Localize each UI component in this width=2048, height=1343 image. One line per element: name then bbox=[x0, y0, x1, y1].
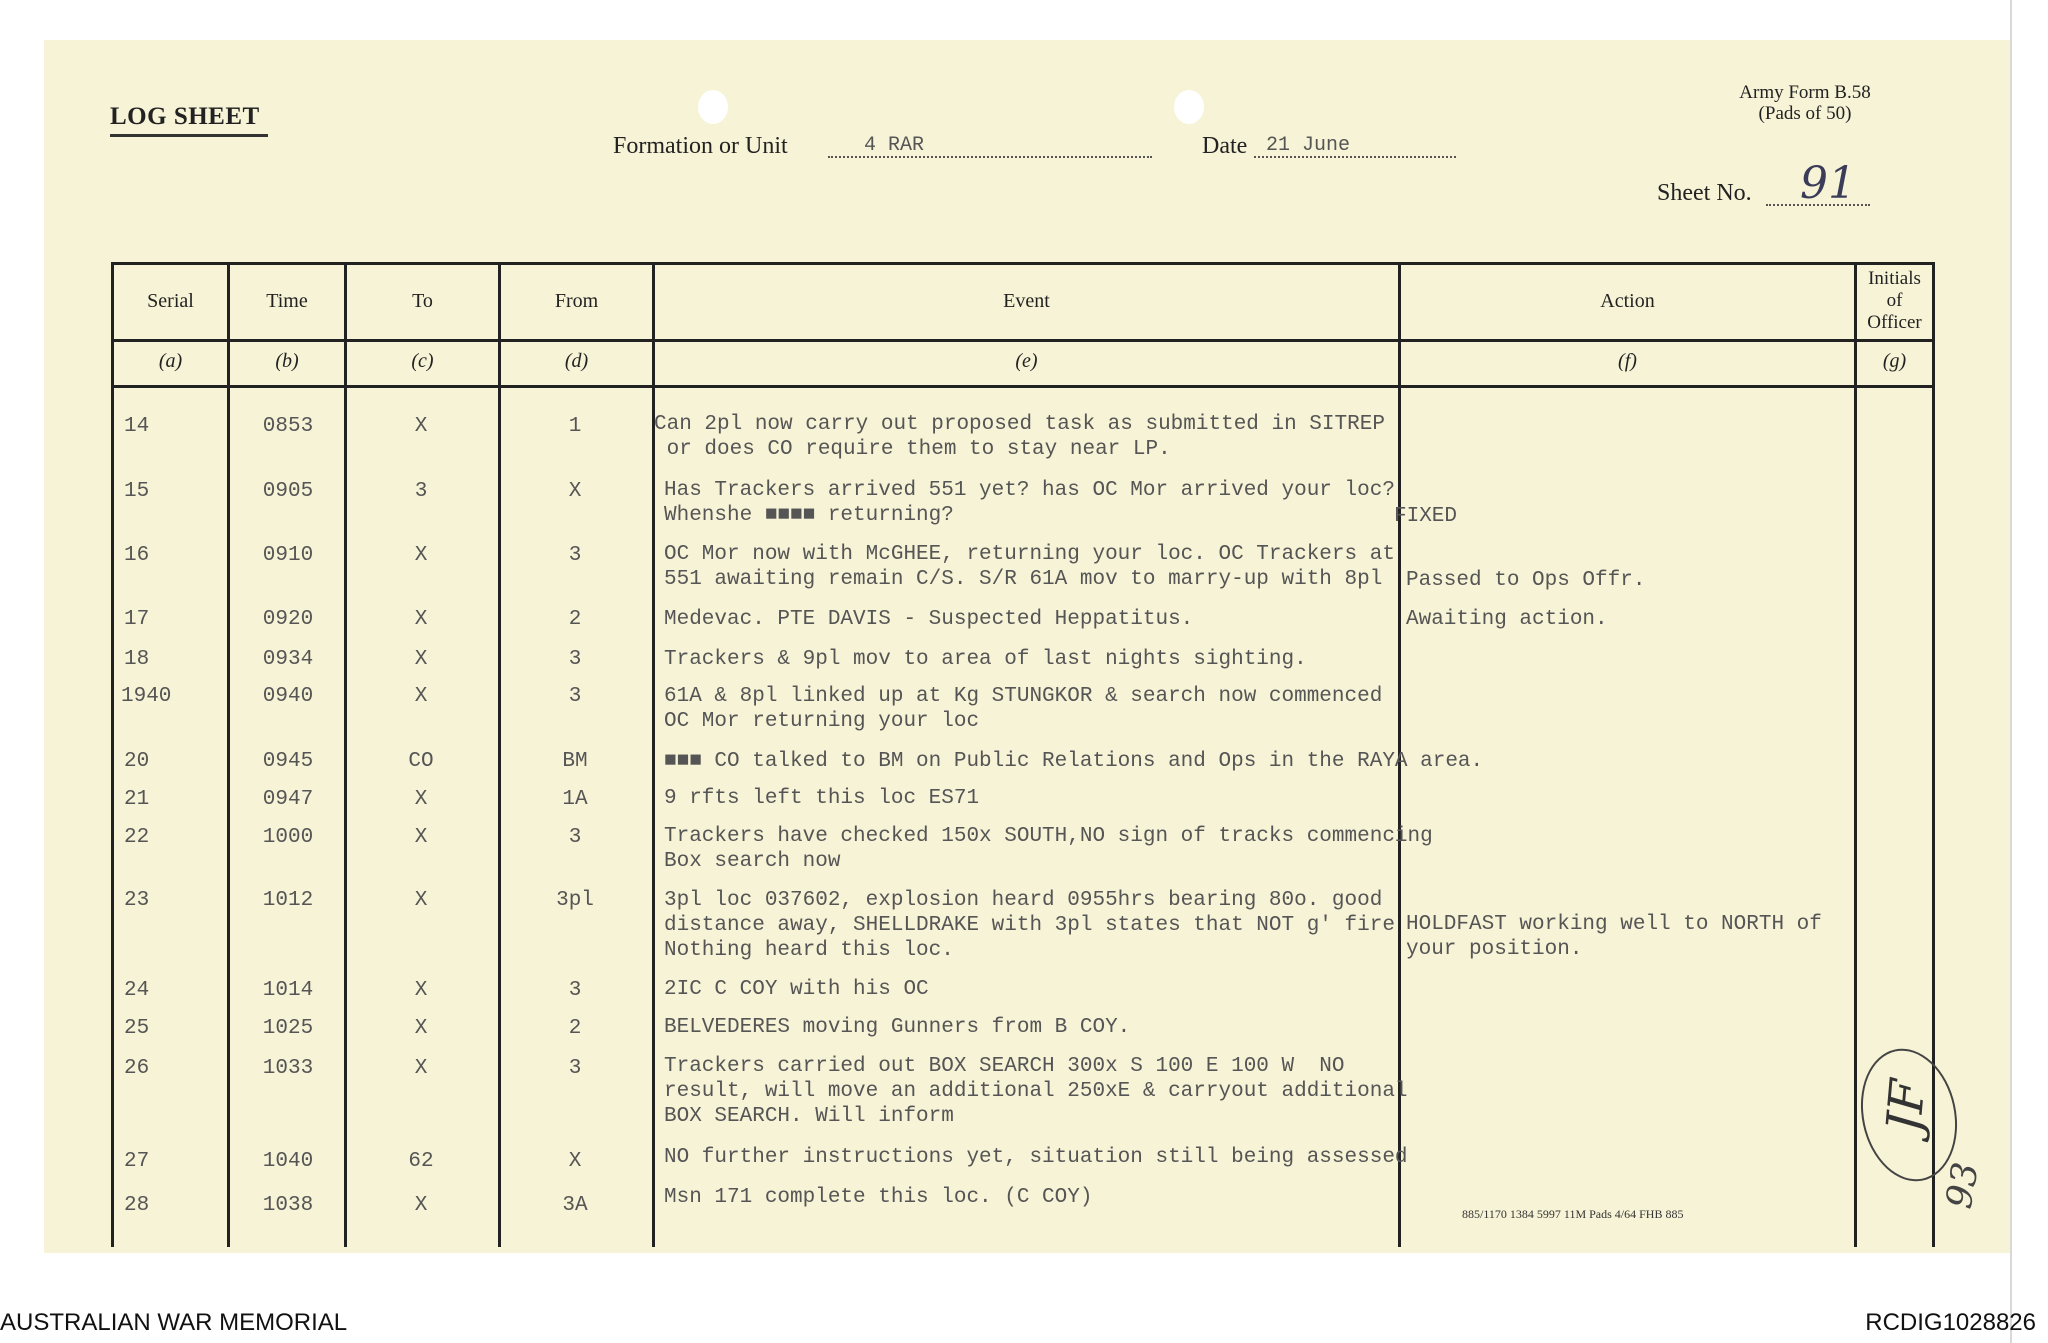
to-cell: X bbox=[414, 544, 428, 567]
event-cell: BELVEDERES moving Gunners from B COY. bbox=[664, 1016, 1131, 1039]
to-cell: X bbox=[414, 788, 428, 811]
code-time: (b) bbox=[275, 350, 299, 372]
serial-cell: 25 bbox=[124, 1017, 150, 1040]
to-cell: X bbox=[414, 889, 428, 912]
from-cell: 2 bbox=[568, 608, 582, 631]
sheet-title: LOG SHEET bbox=[110, 103, 260, 130]
serial-cell: 22 bbox=[124, 826, 150, 849]
event-cell: OC Mor now with McGHEE, returning your loc. OC Trackers at 551 awaiting remain C/S. S/R 61A mov to marry-up with 8pl bbox=[664, 543, 1395, 591]
time-cell: 1012 bbox=[262, 889, 314, 912]
event-cell: ■■■ CO talked to BM on Public Relations and Ops in the RAYA area. bbox=[664, 750, 1484, 773]
serial-cell: 1940 bbox=[121, 685, 172, 708]
event-cell: Has Trackers arrived 551 yet? has OC Mor arrived your loc? Whenshe ■■■■ returning? bbox=[664, 479, 1395, 527]
to-cell: X bbox=[414, 685, 428, 708]
from-cell: X bbox=[568, 1150, 582, 1173]
form-number: Army Form B.58 bbox=[1739, 82, 1871, 103]
time-cell: 0947 bbox=[262, 788, 314, 811]
header-event: Event bbox=[1003, 290, 1050, 312]
serial-cell: 15 bbox=[124, 480, 150, 503]
serial-cell: 26 bbox=[124, 1057, 150, 1080]
serial-cell: 20 bbox=[124, 750, 150, 773]
page-edge bbox=[2010, 0, 2012, 1343]
time-cell: 1033 bbox=[262, 1057, 314, 1080]
event-cell: 3pl loc 037602, explosion heard 0955hrs bearing 80o. good distance away, SHELLDRAKE with 3pl states that NOT g' fire Nothing heard this loc. bbox=[664, 889, 1395, 962]
serial-cell: 28 bbox=[124, 1194, 150, 1217]
time-cell: 0910 bbox=[262, 544, 314, 567]
time-cell: 1000 bbox=[262, 826, 314, 849]
serial-cell: 21 bbox=[124, 788, 150, 811]
from-cell: 3 bbox=[568, 979, 582, 1002]
time-cell: 0934 bbox=[262, 648, 314, 671]
header-time: Time bbox=[266, 290, 308, 312]
header-from: From bbox=[554, 290, 599, 312]
event-cell: NO further instructions yet, situation still being assessed bbox=[664, 1146, 1408, 1169]
from-cell: 3 bbox=[568, 685, 582, 708]
to-cell: CO bbox=[408, 750, 434, 773]
punch-hole-left bbox=[698, 90, 728, 124]
event-cell: Trackers have checked 150x SOUTH,NO sign of tracks commencing Box search now bbox=[664, 825, 1433, 873]
archive-reference: RCDIG1028826 bbox=[1865, 1309, 2036, 1336]
event-cell: 2IC C COY with his OC bbox=[664, 978, 929, 1001]
from-cell: 3 bbox=[568, 1057, 582, 1080]
action-cell: HOLDFAST working well to NORTH of your position. bbox=[1406, 913, 1822, 961]
event-cell: Trackers carried out BOX SEARCH 300x S 100 E 100 W NO result, will move an additional 250xE & carryout additional BOX SEARCH. Will inform bbox=[664, 1055, 1408, 1128]
punch-hole-right bbox=[1174, 90, 1204, 124]
action-cell: Passed to Ops Offr. bbox=[1406, 569, 1646, 592]
code-initials: (g) bbox=[1882, 350, 1907, 372]
header-initials-line: Officer bbox=[1867, 312, 1922, 333]
time-cell: 1014 bbox=[262, 979, 314, 1002]
time-cell: 0940 bbox=[262, 685, 314, 708]
from-cell: 1 bbox=[568, 415, 582, 438]
event-cell: 9 rfts left this loc ES71 bbox=[664, 787, 980, 810]
subheader-rule bbox=[111, 385, 1935, 388]
header-initials-line: Initials bbox=[1868, 268, 1921, 289]
to-cell: X bbox=[414, 608, 428, 631]
serial-cell: 24 bbox=[124, 979, 150, 1002]
from-cell: 2 bbox=[568, 1017, 582, 1040]
time-cell: 0945 bbox=[262, 750, 314, 773]
from-cell: 3A bbox=[562, 1194, 588, 1217]
sheet-number-value: 91 bbox=[1800, 158, 1856, 209]
form-reference bbox=[1700, 82, 1910, 124]
pad-size: (Pads of 50) bbox=[1758, 103, 1852, 124]
time-cell: 0920 bbox=[262, 608, 314, 631]
code-from: (d) bbox=[564, 350, 589, 372]
event-cell: Can 2pl now carry out proposed task as submitted in SITREP or does CO require them to stay near LP. bbox=[654, 413, 1385, 461]
serial-cell: 23 bbox=[124, 889, 150, 912]
time-cell: 1038 bbox=[262, 1194, 314, 1217]
action-cell: Awaiting action. bbox=[1406, 608, 1608, 631]
time-cell: 0853 bbox=[262, 415, 314, 438]
column-rule bbox=[111, 262, 114, 1247]
to-cell: X bbox=[414, 415, 428, 438]
header-initials bbox=[1857, 268, 1932, 334]
event-cell: Medevac. PTE DAVIS - Suspected Heppatitus. bbox=[664, 608, 1194, 631]
print-code: 885/1170 1384 5997 11M Pads 4/64 FHB 885 bbox=[1462, 1207, 1684, 1221]
serial-cell: 16 bbox=[124, 544, 150, 567]
date-label: Date bbox=[1202, 133, 1248, 159]
from-cell: BM bbox=[562, 750, 588, 773]
to-cell: X bbox=[414, 648, 428, 671]
to-cell: X bbox=[414, 979, 428, 1002]
event-cell: Msn 171 complete this loc. (C COY) bbox=[664, 1186, 1093, 1209]
column-rule bbox=[1854, 262, 1857, 1247]
header-rule bbox=[111, 339, 1935, 342]
to-cell: 3 bbox=[414, 480, 428, 503]
time-cell: 0905 bbox=[262, 480, 314, 503]
header-initials-line: of bbox=[1886, 290, 1903, 311]
header-serial: Serial bbox=[147, 290, 194, 312]
from-cell: 3 bbox=[568, 544, 582, 567]
event-cell: 61A & 8pl linked up at Kg STUNGKOR & search now commenced OC Mor returning your loc bbox=[664, 685, 1383, 733]
from-cell: 3pl bbox=[556, 889, 594, 912]
serial-cell: 27 bbox=[124, 1150, 150, 1173]
header-to: To bbox=[412, 290, 433, 312]
to-cell: X bbox=[414, 1194, 428, 1217]
serial-cell: 17 bbox=[124, 608, 150, 631]
from-cell: 3 bbox=[568, 826, 582, 849]
serial-cell: 14 bbox=[124, 415, 150, 438]
to-cell: X bbox=[414, 1017, 428, 1040]
code-serial: (a) bbox=[158, 350, 183, 372]
action-cell: FIXED bbox=[1394, 505, 1458, 528]
code-event: (e) bbox=[1015, 350, 1038, 372]
event-cell: Trackers & 9pl mov to area of last nights sighting. bbox=[664, 648, 1307, 671]
to-cell: 62 bbox=[408, 1150, 434, 1173]
to-cell: X bbox=[414, 1057, 428, 1080]
unit-label: Formation or Unit bbox=[613, 133, 788, 159]
to-cell: X bbox=[414, 826, 428, 849]
unit-value: 4 RAR bbox=[864, 134, 925, 157]
time-cell: 1025 bbox=[262, 1017, 314, 1040]
column-rule bbox=[652, 262, 655, 1247]
officer-initials: JF bbox=[1876, 1077, 1937, 1135]
sheet-number-label: Sheet No. bbox=[1657, 180, 1752, 206]
from-cell: 3 bbox=[568, 648, 582, 671]
code-action: (f) bbox=[1618, 350, 1637, 372]
code-to: (c) bbox=[411, 350, 434, 372]
time-cell: 1040 bbox=[262, 1150, 314, 1173]
margin-page-number: 93 bbox=[1938, 1159, 1988, 1212]
table-top-rule bbox=[111, 262, 1935, 265]
serial-cell: 18 bbox=[124, 648, 150, 671]
header-action: Action bbox=[1600, 290, 1655, 312]
from-cell: 1A bbox=[562, 788, 588, 811]
archive-credit: AUSTRALIAN WAR MEMORIAL bbox=[0, 1309, 348, 1336]
from-cell: X bbox=[568, 480, 582, 503]
date-value: 21 June bbox=[1266, 134, 1351, 157]
title-underline bbox=[110, 134, 268, 137]
